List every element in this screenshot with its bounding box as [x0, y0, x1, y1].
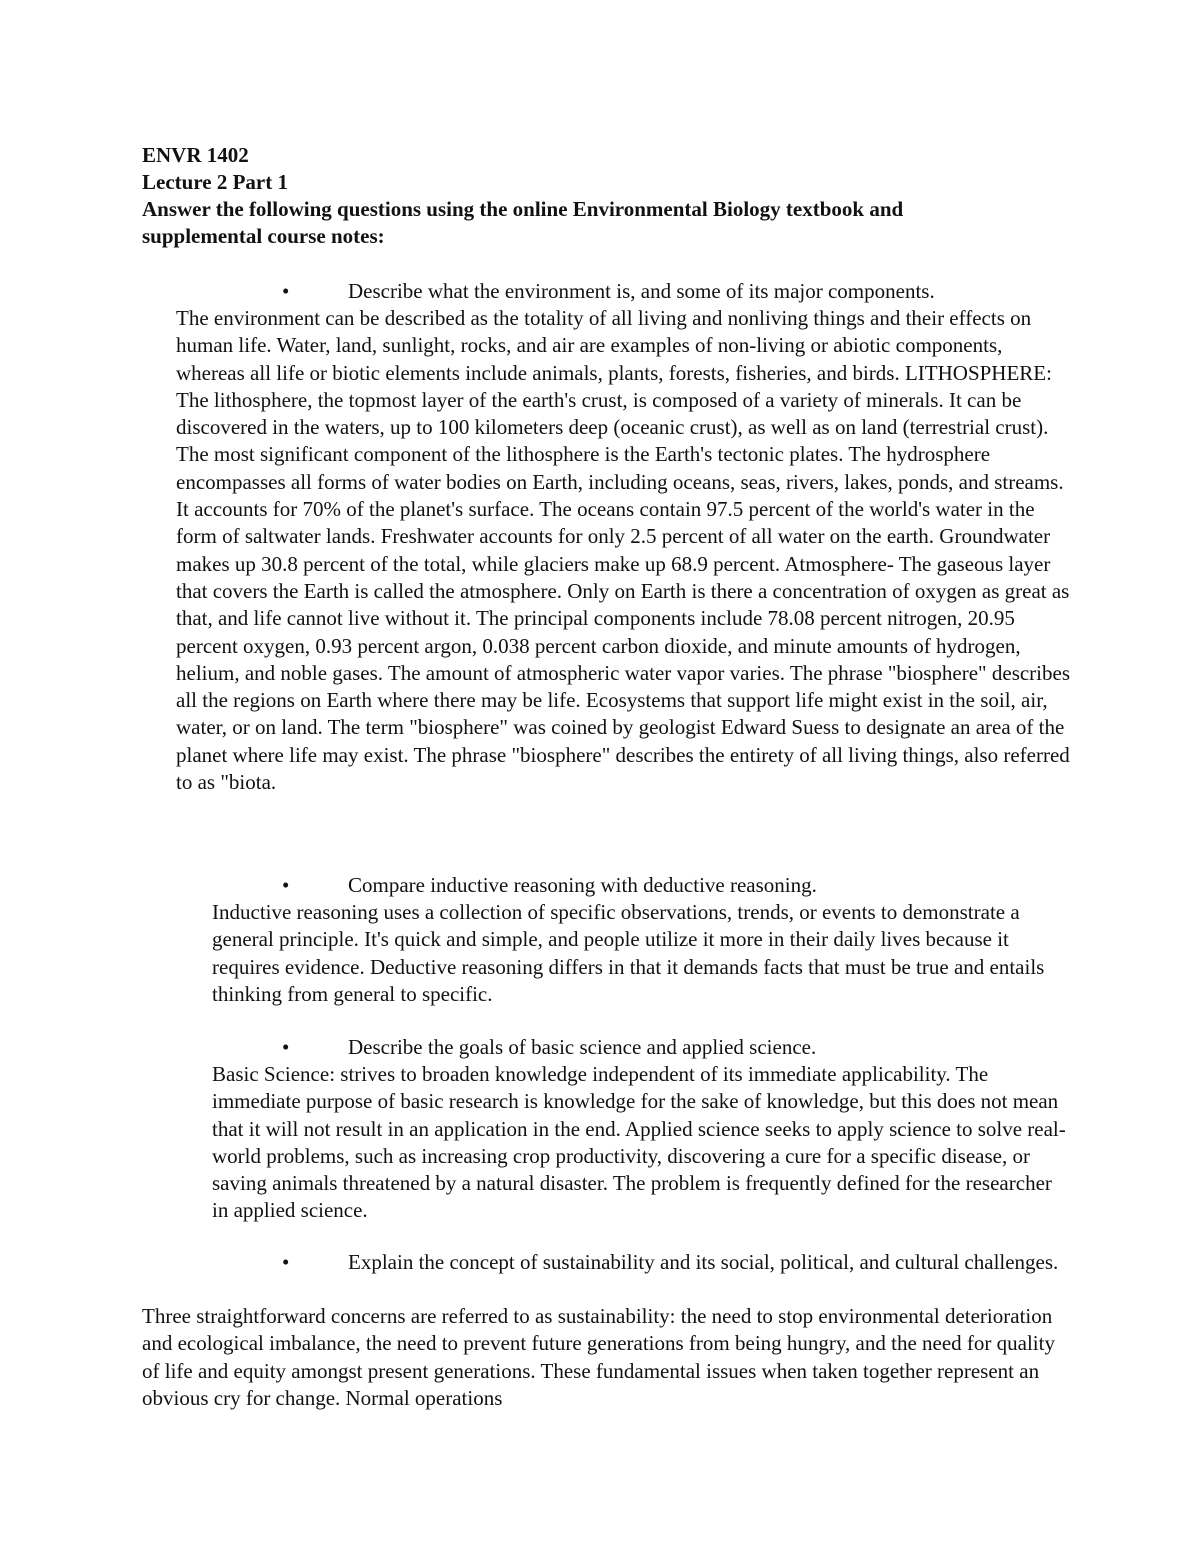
instructions: Answer the following questions using the online Environmental Biology textbook and supplemental course notes: — [142, 197, 904, 248]
question-2: Compare inductive reasoning with deductive reasoning. — [348, 873, 817, 897]
bullet-icon: • — [282, 1035, 290, 1059]
answer-3: Basic Science: strives to broaden knowledge independent of its immediate applicability. The immediate purpose of basic research is knowledge for the sake of knowledge, but this does not mean that it will not result in an application in the end. Applied science seeks to apply science to solve real-world problems, such as increasing crop productivity, discovering a cure for a specific disease, or saving animals threatened by a natural disaster. The problem is frequently defined for the researcher in applied science. — [212, 1062, 1066, 1223]
lecture-title: Lecture 2 Part 1 — [142, 170, 288, 194]
bullet-icon: • — [282, 279, 290, 303]
question-3: Describe the goals of basic science and applied science. — [348, 1035, 817, 1059]
answer-2: Inductive reasoning uses a collection of specific observations, trends, or events to demonstrate a general principle. It's quick and simple, and people utilize it more in their daily lives because it requires evidence. Deductive reasoning differs in that it demands facts that must be true and entails thinking from general to specific. — [212, 900, 1045, 1006]
question-1: Describe what the environment is, and some of its major components. — [348, 279, 935, 303]
bullet-icon: • — [282, 1250, 290, 1274]
course-code: ENVR 1402 — [142, 143, 249, 167]
bullet-icon: • — [282, 873, 290, 897]
answer-4: Three straightforward concerns are referred to as sustainability: the need to stop environmental deterioration and ecological imbalance, the need to prevent future generations from being hungry, and the need for quality of life and equity amongst present generations. These fundamental issues when taken together represent an obvious cry for change. Normal operations — [142, 1304, 1055, 1410]
question-4: Explain the concept of sustainability and its social, political, and cultural challenges. — [348, 1250, 1059, 1274]
answer-1: The environment can be described as the totality of all living and nonliving things and their effects on human life. Water, land, sunlight, rocks, and air are examples of non-living or abiotic components, whereas all life or biotic elements include animals, plants, forests, fisheries, and birds. LITHOSPHERE: The lithosphere, the topmost layer of the earth's crust, is composed of a variety of minerals. It can be discovered in the waters, up to 100 kilometers deep (oceanic crust), as well as on land (terrestrial crust). The most significant component of the lithosphere is the Earth's tectonic plates. The hydrosphere encompasses all forms of water bodies on Earth, including oceans, seas, rivers, lakes, ponds, and streams. It accounts for 70% of the planet's surface. The oceans contain 97.5 percent of the world's water in the form of saltwater lands. Freshwater accounts for only 2.5 percent of all water on the earth. Groundwater makes up 30.8 percent of the total, while glaciers make up 68.9 percent. Atmosphere- The gaseous layer that covers the Earth is called the atmosphere. Only on Earth is there a concentration of oxygen as great as that, and life cannot live without it. The principal components include 78.08 percent nitrogen, 20.95 percent oxygen, 0.93 percent argon, 0.038 percent carbon dioxide, and minute amounts of hydrogen, helium, and noble gases. The amount of atmospheric water vapor varies. The phrase "biosphere" describes all the regions on Earth where there may be life. Ecosystems that support life might exist in the soil, air, water, or on land. The term "biosphere" was coined by geologist Edward Suess to designate an area of the planet where life may exist. The phrase "biosphere" describes the entirety of all living things, also referred to as "biota. — [176, 306, 1071, 795]
